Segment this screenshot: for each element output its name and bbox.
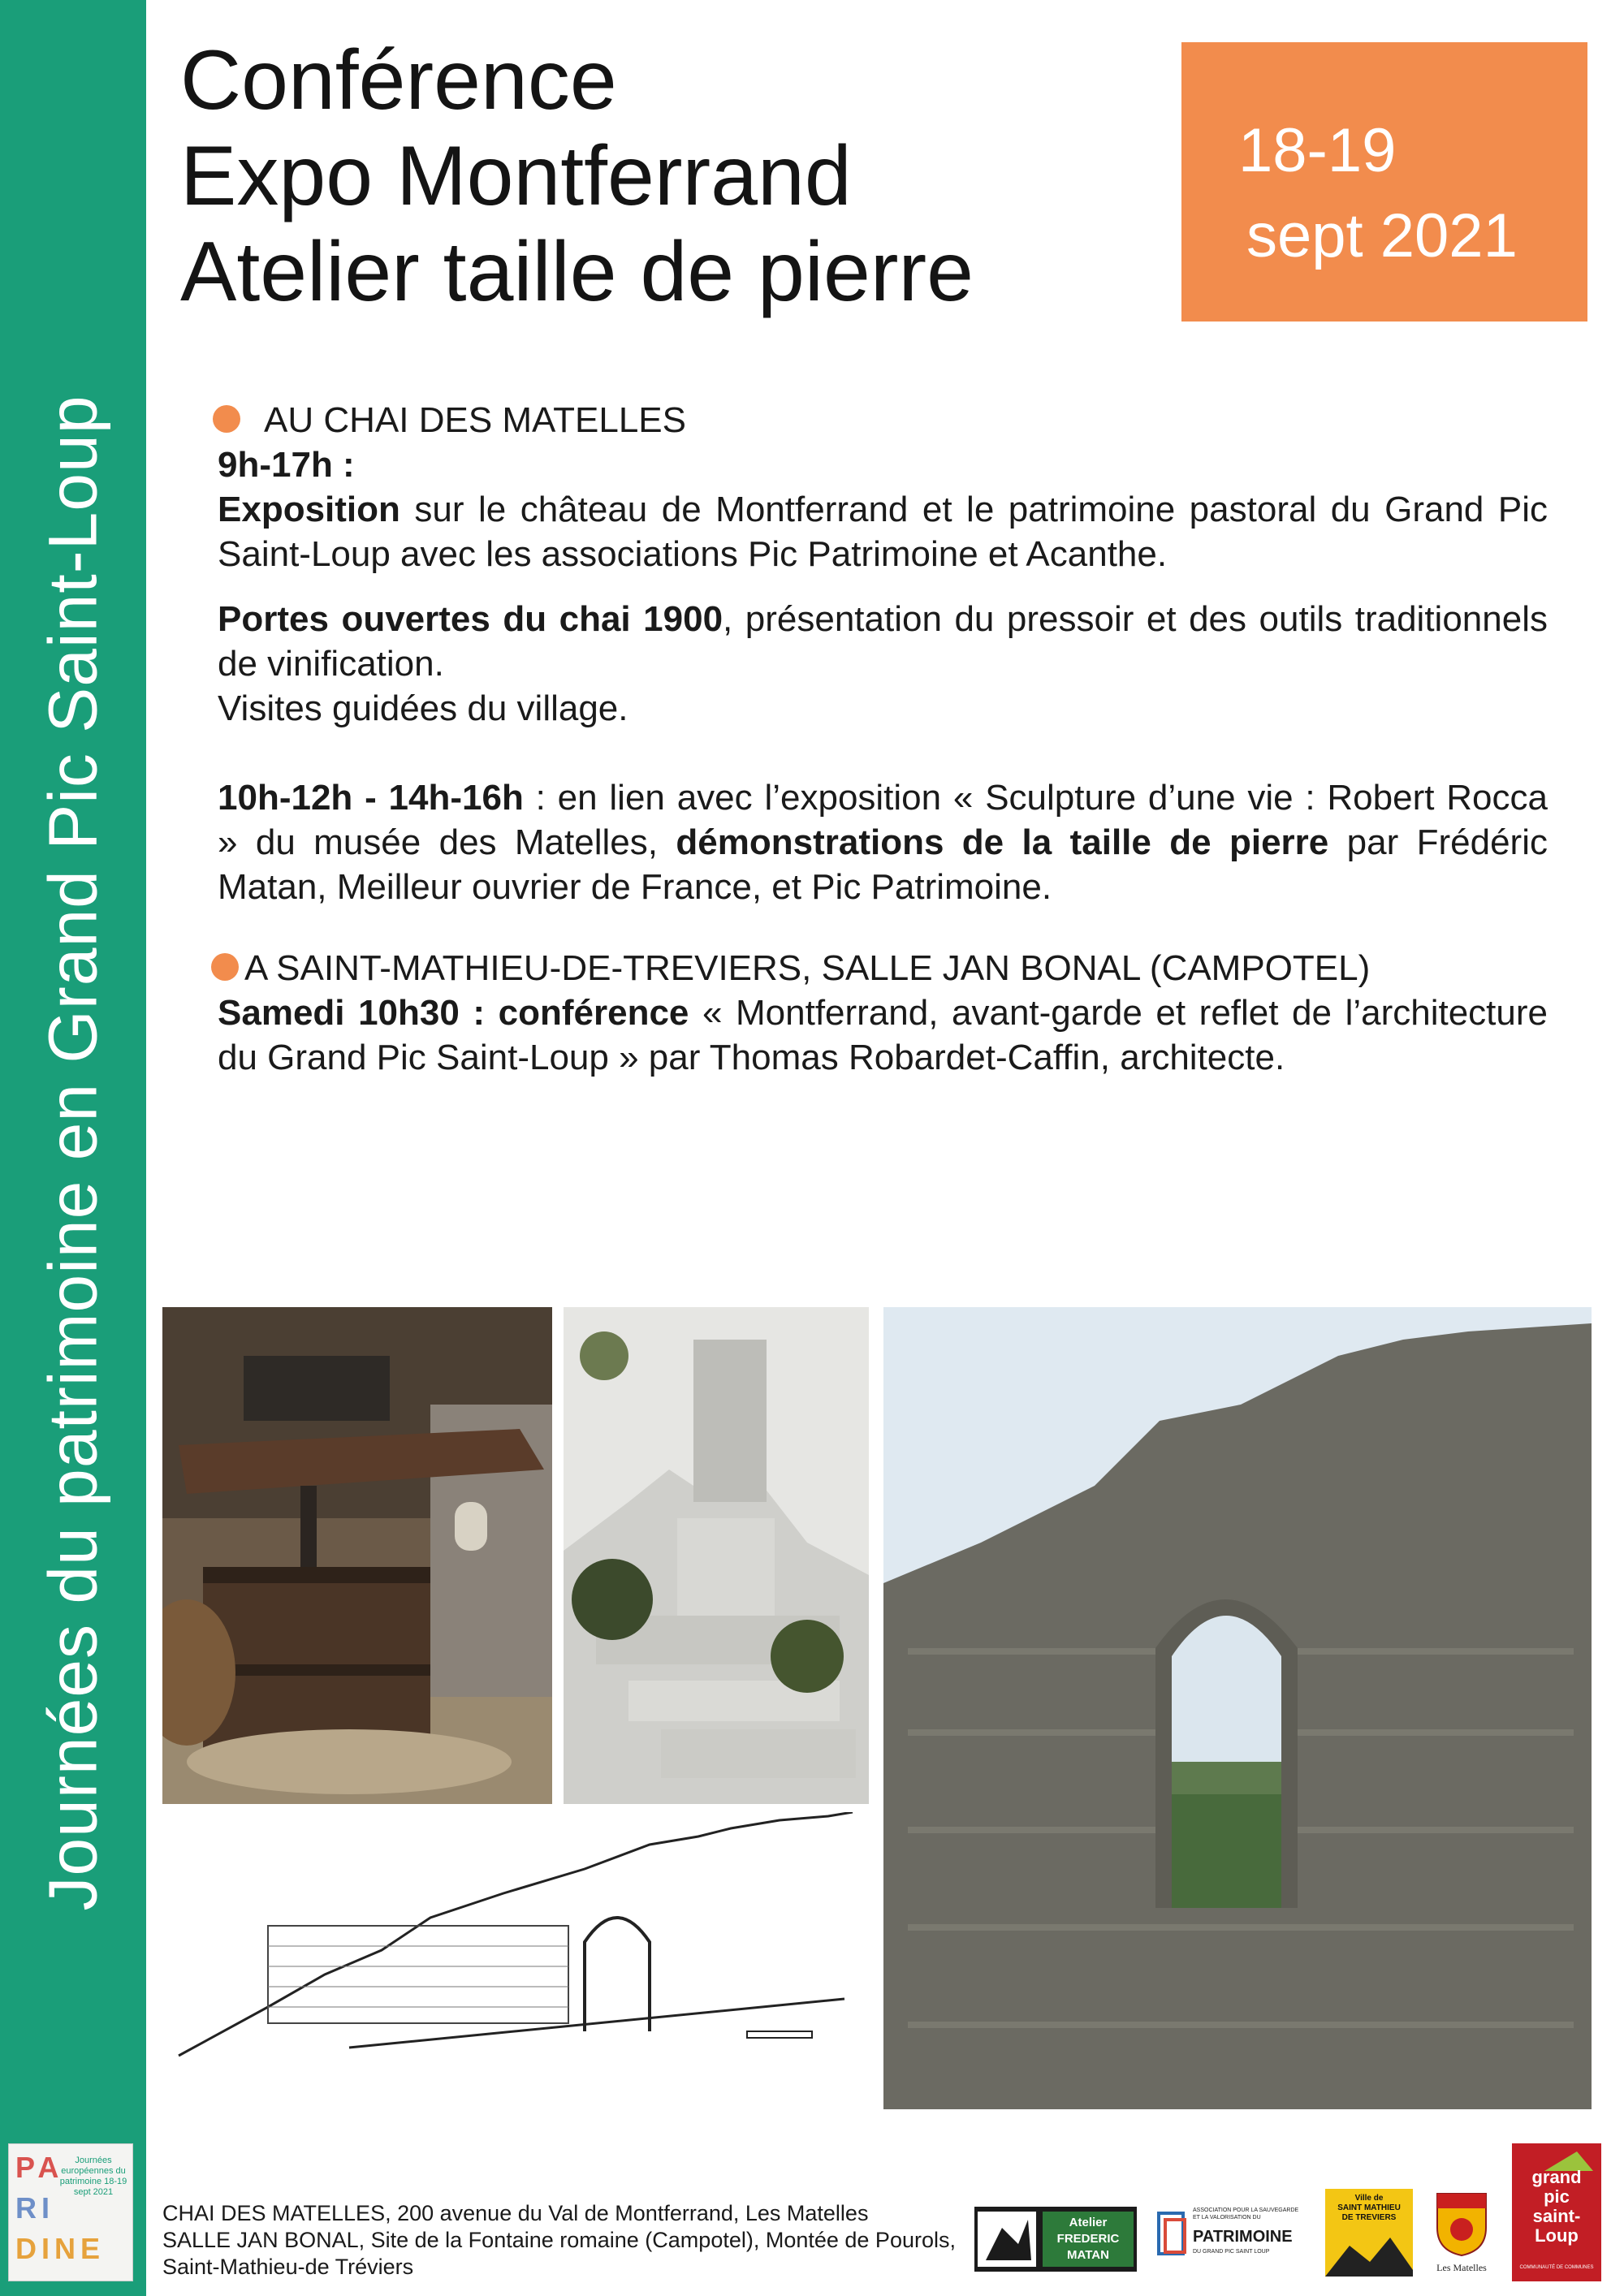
footer-address	[162, 2200, 974, 2281]
date-days: 18-19	[1238, 116, 1397, 185]
title-line-3: Atelier taille de pierre	[180, 225, 974, 319]
program-content	[218, 398, 1548, 1080]
address-line-1: CHAI DES MATELLES, 200 avenue du Val de Montferrand, Les Matelles	[162, 2201, 869, 2225]
paragraph-visites: Visites guidées du village.	[218, 688, 628, 728]
drawing-wall-elevation	[162, 1812, 861, 2061]
section-heading-chai: AU CHAI DES MATELLES	[213, 398, 1548, 442]
photo-ruined-wall-window	[883, 1307, 1592, 2109]
paragraph-portes-ouvertes: Portes ouvertes du chai 1900, présentation du pressoir et des outils traditionnels de vinification.	[218, 599, 1548, 684]
date-badge	[1181, 42, 1587, 322]
sidebar-vertical-title: Journées du patrimoine en Grand Pic Saint-Loup	[34, 395, 111, 1911]
orange-bullet-icon	[211, 953, 239, 981]
sidebar-band	[0, 0, 146, 2296]
page-title	[180, 32, 1155, 320]
photo-castle-model	[564, 1307, 869, 1804]
photo-wine-press	[162, 1307, 552, 1804]
orange-bullet-icon	[213, 405, 240, 433]
date-month-year: sept 2021	[1246, 201, 1518, 270]
grand-pic-saint-loup-logo: grand pic saint- Loup COMMUNAUTÉ DE COMMUNES	[1512, 2143, 1601, 2281]
saint-mathieu-logo: Ville de SAINT MATHIEU DE TREVIERS	[1325, 2189, 1413, 2277]
section-heading-saint-mathieu: A SAINT-MATHIEU-DE-TREVIERS, SALLE JAN BONAL (CAMPOTEL)	[211, 946, 1548, 990]
title-line-1: Conférence	[180, 33, 617, 127]
patrimoine-logo: PA RI DINE Journées européennes du patrimoine 18-19 sept 2021	[8, 2143, 133, 2281]
atelier-matan-logo: Atelier FREDERIC MATAN	[974, 2207, 1137, 2272]
patrimoine-logo-subtitle: Journées européennes du patrimoine 18-19 sept 2021	[59, 2156, 127, 2197]
les-matelles-crest: Les Matelles	[1429, 2192, 1494, 2281]
address-line-2: SALLE JAN BONAL, Site de la Fontaine romaine (Campotel), Montée de Pourols, Saint-Mathieu-de Tréviers	[162, 2228, 956, 2279]
paragraph-demonstrations: 10h-12h - 14h-16h : en lien avec l’exposition « Sculpture d’une vie : Robert Rocca » du musée des Matelles, démonstrations de la taille de pierre par Frédéric Matan, Meilleur ouvrier de France, et Pic Patrimoine.	[218, 778, 1548, 907]
time-slot-9h17h: 9h-17h :	[218, 445, 355, 485]
paragraph-conference: Samedi 10h30 : conférence « Montferrand, avant-garde et reflet de l’architecture du Grand Pic Saint-Loup » par Thomas Robardet-Caffin, architecte.	[218, 993, 1548, 1077]
paragraph-exposition: Exposition sur le château de Montferrand et le patrimoine pastoral du Grand Pic Saint-Loup avec les associations Pic Patrimoine et Acanthe.	[218, 490, 1548, 574]
association-patrimoine-logo: ASSOCIATION POUR LA SAUVEGARDE ET LA VALORISATION DU PATRIMOINE DU GRAND PIC SAINT LOUP	[1157, 2203, 1303, 2277]
title-line-2: Expo Montferrand	[180, 129, 852, 223]
